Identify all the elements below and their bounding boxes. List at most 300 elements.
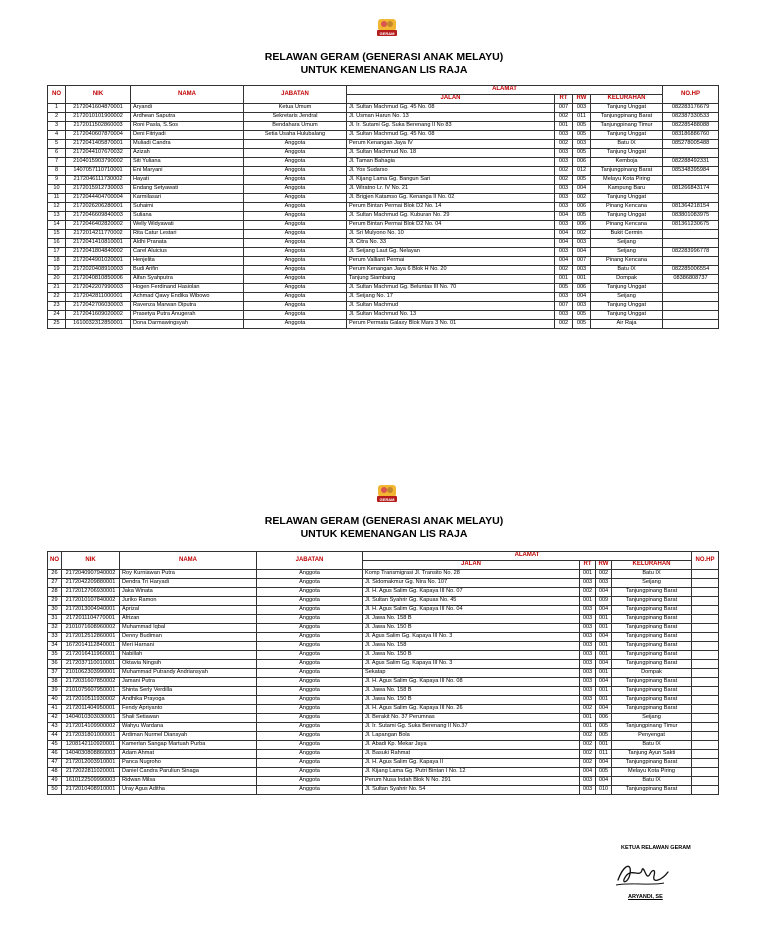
- col-kelurahan-2: KELURAHAN: [612, 561, 692, 570]
- cell-rt: 001: [555, 275, 573, 284]
- cell-rw: 006: [573, 158, 591, 167]
- cell-nama: Muhammad Putrandy Andriansyah: [120, 669, 257, 678]
- cell-kelurahan: Tanjungpinang Barat: [612, 624, 692, 633]
- cell-nik: 1404030808860003: [62, 750, 120, 759]
- cell-nohp: [692, 606, 719, 615]
- cell-nohp: 081361230675: [663, 221, 719, 230]
- cell-jalan: Jl. Sultan Syahrir Gg. Kapuas No. 45: [363, 597, 580, 606]
- cell-nohp: 08386808737: [663, 275, 719, 284]
- table-row: [48, 642, 719, 651]
- cell-rw: 003: [596, 579, 612, 588]
- cell-nik: 2172041609020002: [66, 311, 131, 320]
- cell-no: 13: [48, 212, 66, 221]
- cell-jalan: Jl. Jawa No. 150 B: [363, 651, 580, 660]
- cell-rw: 005: [596, 732, 612, 741]
- cell-rw: 005: [573, 311, 591, 320]
- cell-no: 36: [48, 660, 62, 669]
- cell-rw: 001: [573, 275, 591, 284]
- table-row: [48, 149, 719, 158]
- table-row: [48, 678, 719, 687]
- cell-kelurahan: Bukit Cermin: [591, 230, 663, 239]
- cell-rt: 001: [555, 122, 573, 131]
- col-jabatan-2: JABATAN: [257, 552, 363, 570]
- cell-nik: 2172012706930001: [62, 588, 120, 597]
- cell-jabatan: Anggota: [244, 158, 347, 167]
- cell-jabatan: Anggota: [244, 212, 347, 221]
- table-row: [48, 230, 719, 239]
- cell-jabatan: Anggota: [257, 696, 363, 705]
- cell-nama: Panca Nugroho: [120, 759, 257, 768]
- cell-kelurahan: Tanjung Unggat: [591, 131, 663, 140]
- cell-rt: 003: [580, 651, 596, 660]
- cell-nik: 1672014112840001: [62, 642, 120, 651]
- cell-jalan: Jl. Sultan Machmud Gg. 45 No. 08: [347, 104, 555, 113]
- table-row: [48, 732, 719, 741]
- cell-nohp: 081266843174: [663, 185, 719, 194]
- table-row: [48, 302, 719, 311]
- cell-rt: 001: [580, 714, 596, 723]
- cell-jalan: Perum Permata Galaxy Blok Mars 3 No. 01: [347, 320, 555, 329]
- cell-rw: 005: [596, 768, 612, 777]
- cell-nama: Adam Ahmat: [120, 750, 257, 759]
- cell-jabatan: Anggota: [257, 687, 363, 696]
- table-row: [48, 140, 719, 149]
- cell-nohp: [692, 687, 719, 696]
- cell-nik: 2172041804840002: [66, 248, 131, 257]
- cell-nik: 2172042706030003: [66, 302, 131, 311]
- cell-no: 35: [48, 651, 62, 660]
- col-nik: NIK: [66, 86, 131, 104]
- cell-nama: Dendra Tri Haryadi: [120, 579, 257, 588]
- cell-nohp: 085348395984: [663, 167, 719, 176]
- cell-jabatan: Anggota: [244, 320, 347, 329]
- cell-nik: 2172012512860001: [62, 633, 120, 642]
- table-row: [48, 284, 719, 293]
- cell-rw: 004: [596, 633, 612, 642]
- cell-rt: 002: [555, 176, 573, 185]
- table-row: [48, 777, 719, 786]
- cell-nik: 2172022811020001: [62, 768, 120, 777]
- cell-nama: Ardiman Nurmel Diansyah: [120, 732, 257, 741]
- cell-rw: 002: [573, 230, 591, 239]
- cell-rt: 004: [580, 768, 596, 777]
- cell-rt: 003: [555, 203, 573, 212]
- cell-rw: 004: [596, 588, 612, 597]
- cell-nohp: 083801083975: [663, 212, 719, 221]
- cell-nik: 2172044404700004: [66, 194, 131, 203]
- cell-jabatan: Anggota: [257, 660, 363, 669]
- cell-jabatan: Anggota: [244, 185, 347, 194]
- cell-jabatan: Anggota: [244, 311, 347, 320]
- cell-no: 30: [48, 606, 62, 615]
- cell-nik: 2172016411960001: [62, 651, 120, 660]
- cell-rt: 003: [555, 131, 573, 140]
- signature-label: KETUA RELAWAN GERAM: [621, 845, 691, 851]
- cell-jalan: Jl. Sri Mulyono No. 10: [347, 230, 555, 239]
- cell-rw: 006: [573, 284, 591, 293]
- cell-nama: Budi Arifin: [131, 266, 244, 275]
- signature-name: ARYANDI, SE: [628, 894, 663, 900]
- cell-rw: 003: [573, 140, 591, 149]
- cell-jabatan: Anggota: [257, 579, 363, 588]
- cell-no: 5: [48, 140, 66, 149]
- cell-rw: 011: [573, 113, 591, 122]
- cell-nik: 2172031801000001: [62, 732, 120, 741]
- col-alamat: ALAMAT: [347, 86, 663, 95]
- cell-nama: Aprizal: [120, 606, 257, 615]
- cell-nohp: [692, 651, 719, 660]
- cell-jabatan: Anggota: [244, 302, 347, 311]
- table-row: [48, 221, 719, 230]
- cell-kelurahan: Tanjungpinang Barat: [612, 588, 692, 597]
- cell-jabatan: Anggota: [257, 669, 363, 678]
- cell-rw: 001: [596, 669, 612, 678]
- cell-nama: Uray Agus Aditha: [120, 786, 257, 795]
- cell-nohp: [663, 320, 719, 329]
- cell-kelurahan: Pinang Kencana: [591, 203, 663, 212]
- cell-jabatan: Anggota: [257, 615, 363, 624]
- table-row: [48, 660, 719, 669]
- cell-jalan: Jl. Sidomakmur Gg. Nira No. 107: [363, 579, 580, 588]
- cell-nik: 2172042207990003: [66, 284, 131, 293]
- cell-rt: 003: [555, 293, 573, 302]
- cell-nik: 2172046402820002: [66, 221, 131, 230]
- cell-no: 14: [48, 221, 66, 230]
- cell-jabatan: Sekretaris Jendral: [244, 113, 347, 122]
- cell-nohp: 082283176679: [663, 104, 719, 113]
- cell-no: 18: [48, 257, 66, 266]
- member-table-2: [47, 551, 719, 795]
- col-nohp-2: NO.HP: [692, 552, 719, 570]
- cell-kelurahan: Tanjungpinang Barat: [612, 687, 692, 696]
- cell-rt: 001: [580, 570, 596, 579]
- cell-nohp: [692, 777, 719, 786]
- table-row: [48, 606, 719, 615]
- cell-jalan: Jl. Agus Salim Gg. Kapaya III No. 3: [363, 660, 580, 669]
- cell-rt: 003: [580, 624, 596, 633]
- cell-rw: 002: [596, 570, 612, 579]
- cell-nama: Endang Setyawati: [131, 185, 244, 194]
- cell-rt: 002: [555, 167, 573, 176]
- cell-kelurahan: Tanjung Unggat: [591, 212, 663, 221]
- cell-no: 22: [48, 293, 66, 302]
- cell-rw: 004: [573, 185, 591, 194]
- cell-nohp: [692, 696, 719, 705]
- col-no-2: NO: [48, 552, 62, 570]
- table-row: [48, 615, 719, 624]
- cell-nama: Siti Yuliana: [131, 158, 244, 167]
- cell-rt: 003: [555, 221, 573, 230]
- cell-rw: 006: [573, 203, 591, 212]
- cell-nama: Kamerlan Sangap Martuah Purba: [120, 741, 257, 750]
- cell-nohp: [692, 759, 719, 768]
- cell-nama: Andhika Prayoga: [120, 696, 257, 705]
- cell-no: 34: [48, 642, 62, 651]
- cell-jalan: Jl. Ir. Sutami Gg. Suka Berenang II No 83: [347, 122, 555, 131]
- cell-nama: Daniel Candra Paruliun Sinaga: [120, 768, 257, 777]
- cell-nohp: [692, 705, 719, 714]
- cell-rw: 004: [573, 293, 591, 302]
- cell-rt: 003: [580, 786, 596, 795]
- cell-jabatan: Anggota: [257, 642, 363, 651]
- table-row: [48, 239, 719, 248]
- cell-nama: Nabillah: [120, 651, 257, 660]
- cell-rt: 003: [580, 678, 596, 687]
- cell-jabatan: Anggota: [244, 275, 347, 284]
- cell-nama: Jamani Putra: [120, 678, 257, 687]
- cell-rt: 003: [580, 669, 596, 678]
- cell-nohp: 083186886760: [663, 131, 719, 140]
- cell-no: 19: [48, 266, 66, 275]
- cell-rt: 002: [580, 750, 596, 759]
- cell-jalan: Jl. Seijang No. 17: [347, 293, 555, 302]
- cell-nik: 2172044901020001: [66, 257, 131, 266]
- cell-jabatan: Anggota: [257, 732, 363, 741]
- cell-rw: 010: [596, 786, 612, 795]
- cell-nohp: [692, 678, 719, 687]
- col-rw-2: RW: [596, 561, 612, 570]
- cell-kelurahan: Tanjung Unggat: [591, 311, 663, 320]
- cell-nik: 2172044107670032: [66, 149, 131, 158]
- cell-nama: Dona Darmawingsyah: [131, 320, 244, 329]
- cell-nik: 2172041405870001: [66, 140, 131, 149]
- cell-rt: 003: [555, 248, 573, 257]
- cell-jabatan: Anggota: [244, 194, 347, 203]
- cell-jalan: Jl. Taman Bahagia: [347, 158, 555, 167]
- cell-nama: Oktavia Ningsih: [120, 660, 257, 669]
- table-row: [48, 311, 719, 320]
- cell-kelurahan: Dompak: [612, 669, 692, 678]
- cell-kelurahan: Penyengat: [612, 732, 692, 741]
- cell-nik: 2104015903790002: [66, 158, 131, 167]
- cell-nik: 2172010408910001: [62, 786, 120, 795]
- cell-nik: 2172011104770001: [62, 615, 120, 624]
- cell-no: 38: [48, 678, 62, 687]
- cell-jalan: Perum Nusa Indah Blok N No. 291: [363, 777, 580, 786]
- cell-nik: 2172010107840002: [62, 597, 120, 606]
- cell-jalan: Jl. Usman Harun No. 13: [347, 113, 555, 122]
- cell-rw: 004: [596, 759, 612, 768]
- cell-rt: 002: [580, 588, 596, 597]
- cell-nama: Jaka Winata: [120, 588, 257, 597]
- cell-jabatan: Anggota: [244, 248, 347, 257]
- cell-jabatan: Anggota: [244, 257, 347, 266]
- cell-rw: 001: [596, 741, 612, 750]
- cell-jalan: Jl. Berakit No. 37 Perumnas: [363, 714, 580, 723]
- cell-kelurahan: Air Raja: [591, 320, 663, 329]
- cell-kelurahan: Tanjungpinang Barat: [612, 606, 692, 615]
- col-jabatan: JABATAN: [244, 86, 347, 104]
- cell-jalan: Jl. Basuki Rahmat: [363, 750, 580, 759]
- cell-nohp: [692, 660, 719, 669]
- cell-nik: 2172010511930002: [62, 696, 120, 705]
- cell-kelurahan: Seijang: [591, 293, 663, 302]
- cell-kelurahan: Kemboja: [591, 158, 663, 167]
- cell-jalan: Jl. Sultan Machmud Gg. Kuburan No. 29: [347, 212, 555, 221]
- page-title-line2-2: UNTUK KEMENANGAN LIS RAJA: [300, 528, 468, 540]
- cell-nik: 2172037110010001: [62, 660, 120, 669]
- cell-jabatan: Anggota: [244, 266, 347, 275]
- cell-nik: 2172020408910003: [66, 266, 131, 275]
- cell-jalan: Tanjung Siambang: [347, 275, 555, 284]
- cell-no: 26: [48, 570, 62, 579]
- cell-kelurahan: Seijang: [591, 248, 663, 257]
- cell-rw: 005: [573, 131, 591, 140]
- cell-no: 28: [48, 588, 62, 597]
- cell-kelurahan: Tanjungpinang Barat: [612, 597, 692, 606]
- cell-nama: Denny Budiman: [120, 633, 257, 642]
- col-nik-2: NIK: [62, 552, 120, 570]
- cell-jalan: Jl. Agus Salim Gg. Kapaya III No. 3: [363, 633, 580, 642]
- cell-nik: 2172014109900002: [62, 723, 120, 732]
- cell-nohp: [663, 293, 719, 302]
- table-row: [48, 257, 719, 266]
- cell-kelurahan: Seijang: [612, 714, 692, 723]
- cell-no: 11: [48, 194, 66, 203]
- cell-jabatan: Anggota: [257, 570, 363, 579]
- cell-jabatan: Anggota: [244, 230, 347, 239]
- cell-jalan: Jl. Kijang Lama Gg. Bangun Sari: [347, 176, 555, 185]
- cell-nik: 2172046609840003: [66, 212, 131, 221]
- table-row: [48, 651, 719, 660]
- cell-jabatan: Anggota: [257, 786, 363, 795]
- cell-no: 33: [48, 633, 62, 642]
- cell-no: 27: [48, 579, 62, 588]
- cell-jabatan: Anggota: [257, 759, 363, 768]
- cell-jalan: Jl. Lapangan Bola: [363, 732, 580, 741]
- member-table-2-wrap: [47, 551, 718, 795]
- cell-rw: 007: [573, 257, 591, 266]
- table-row: [48, 570, 719, 579]
- cell-nohp: [663, 194, 719, 203]
- cell-nama: Aryandi: [131, 104, 244, 113]
- cell-jabatan: Ketua Umum: [244, 104, 347, 113]
- cell-rw: 003: [573, 302, 591, 311]
- table-row: [48, 597, 719, 606]
- cell-no: 31: [48, 615, 62, 624]
- cell-nohp: [692, 615, 719, 624]
- cell-kelurahan: Tanjungpinang Barat: [612, 759, 692, 768]
- cell-kelurahan: Tanjung Unggat: [591, 149, 663, 158]
- cell-no: 20: [48, 275, 66, 284]
- cell-nik: 2172031607850002: [62, 678, 120, 687]
- logo-top: [376, 18, 398, 38]
- col-nama-2: NAMA: [120, 552, 257, 570]
- cell-jalan: Jl. Citra No. 33: [347, 239, 555, 248]
- table-row: [48, 705, 719, 714]
- cell-jalan: Jl. Kijang Lama Gg. Putri Bintan I No. 12: [363, 768, 580, 777]
- cell-nama: Muliadi Candra: [131, 140, 244, 149]
- cell-rt: 004: [555, 230, 573, 239]
- cell-nama: Hayati: [131, 176, 244, 185]
- cell-rw: 001: [596, 696, 612, 705]
- cell-no: 44: [48, 732, 62, 741]
- cell-jalan: Jl. Sultan Syahrir No. 54: [363, 786, 580, 795]
- cell-no: 8: [48, 167, 66, 176]
- cell-rw: 011: [596, 750, 612, 759]
- cell-kelurahan: Batu IX: [612, 777, 692, 786]
- table-row: [48, 131, 719, 140]
- cell-jabatan: Anggota: [257, 750, 363, 759]
- cell-rt: 003: [580, 660, 596, 669]
- table-row: [48, 633, 719, 642]
- cell-rw: 002: [573, 194, 591, 203]
- cell-nohp: [663, 257, 719, 266]
- cell-no: 15: [48, 230, 66, 239]
- cell-jabatan: Bendahara Umum: [244, 122, 347, 131]
- cell-kelurahan: Tanjung Unggat: [591, 284, 663, 293]
- cell-jalan: Perum Bintan Permai Blok D2 No. 14: [347, 203, 555, 212]
- cell-jalan: Sekatap: [363, 669, 580, 678]
- col-nama: NAMA: [131, 86, 244, 104]
- table-row: [48, 167, 719, 176]
- cell-jabatan: Anggota: [244, 203, 347, 212]
- cell-rt: 002: [555, 266, 573, 275]
- cell-kelurahan: Tanjungpinang Barat: [591, 167, 663, 176]
- cell-nik: 2172041410810001: [66, 239, 131, 248]
- cell-no: 49: [48, 777, 62, 786]
- cell-jalan: Jl. Sultan Machmud Gg. 45 No. 08: [347, 131, 555, 140]
- cell-nik: 2172010101900002: [66, 113, 131, 122]
- cell-nohp: [692, 723, 719, 732]
- cell-nik: 2172012003910001: [62, 759, 120, 768]
- col-rt: RT: [555, 95, 573, 104]
- cell-nohp: [692, 597, 719, 606]
- cell-nama: Juriko Ramon: [120, 597, 257, 606]
- cell-nik: 2172042811000001: [66, 293, 131, 302]
- table-row: [48, 741, 719, 750]
- cell-nohp: 082288492331: [663, 158, 719, 167]
- cell-nohp: [692, 579, 719, 588]
- cell-jalan: Jl. Ir. Sutami Gg. Suka Berenang II No.37: [363, 723, 580, 732]
- cell-jalan: Jl. Sultan Machmud: [347, 302, 555, 311]
- cell-nik: 1208142110920001: [62, 741, 120, 750]
- cell-nohp: 081364218154: [663, 203, 719, 212]
- cell-no: 42: [48, 714, 62, 723]
- cell-rt: 002: [580, 759, 596, 768]
- cell-rt: 005: [555, 284, 573, 293]
- cell-kelurahan: Dompak: [591, 275, 663, 284]
- cell-nik: 2101071608960002: [62, 624, 120, 633]
- table-row: [48, 687, 719, 696]
- col-alamat-2: ALAMAT: [363, 552, 692, 561]
- cell-no: 2: [48, 113, 66, 122]
- cell-nama: Afrizan: [120, 615, 257, 624]
- cell-nama: Hogen Ferdinand Hasiolan: [131, 284, 244, 293]
- cell-rw: 006: [596, 714, 612, 723]
- cell-rt: 004: [555, 212, 573, 221]
- cell-rt: 003: [580, 687, 596, 696]
- cell-rt: 003: [580, 579, 596, 588]
- cell-rt: 002: [580, 732, 596, 741]
- cell-nama: Ravenza Marwan Diputra: [131, 302, 244, 311]
- cell-nohp: 082285488088: [663, 122, 719, 131]
- cell-nama: Suliana: [131, 212, 244, 221]
- cell-jabatan: Setia Usaha Hulubalang: [244, 131, 347, 140]
- cell-kelurahan: Melayu Kota Piring: [612, 768, 692, 777]
- cell-no: 24: [48, 311, 66, 320]
- cell-rt: 002: [555, 113, 573, 122]
- cell-jalan: Komp Transmigrasi Jl. Transito No. 28: [363, 570, 580, 579]
- cell-nik: 2172011502860003: [66, 122, 131, 131]
- signature-image: [612, 858, 672, 892]
- col-nohp: NO.HP: [663, 86, 719, 104]
- cell-jalan: Jl. Sultan Machmud No. 18: [347, 149, 555, 158]
- cell-nik: 2172011404950001: [62, 705, 120, 714]
- cell-nik: 2172040607870004: [66, 131, 131, 140]
- table-row: [48, 122, 719, 131]
- cell-jabatan: Anggota: [257, 597, 363, 606]
